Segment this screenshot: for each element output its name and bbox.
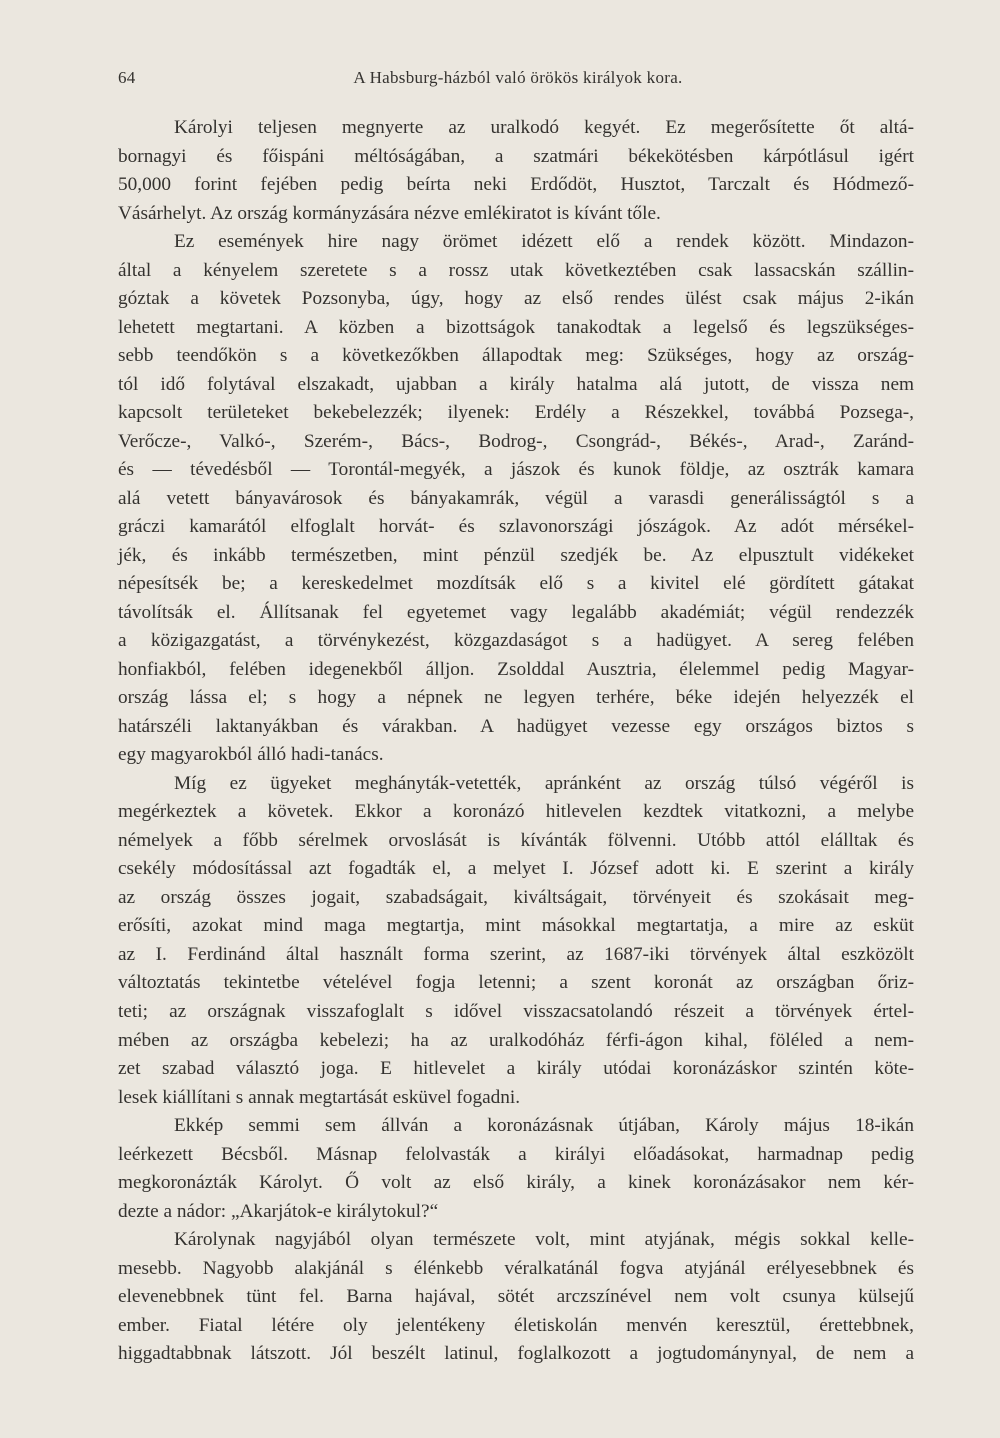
text-line: mében az országba kebelezi; ha az uralkodóház férfi-ágon kihal, föléled a nem- — [118, 1029, 914, 1051]
text-line: alá vetett bányavárosok és bányakamrák, végül a varasdi generálisságtól s a — [118, 487, 914, 509]
text-line: bornagyi és főispáni méltóságában, a szatmári békekötésben kárpótlásul igért — [118, 145, 914, 167]
text-line: zet szabad választó joga. E hitlevelet a király utódai koronázáskor szintén köte- — [118, 1058, 914, 1080]
text-line: dezte a nádor: „Akarjátok-e királytokul?“ — [118, 1200, 439, 1222]
text-line: mesebb. Nagyobb alakjánál s élénkebb véralkatánál fogva atyjánál erélyesebbnek és — [118, 1257, 914, 1279]
text-line: által a kényelem szeretete s a rossz utak következtében csak lassacskán szállin- — [118, 259, 914, 281]
text-line: teti; az országnak visszafoglalt s idővel visszacsatolandó részeit a törvények értel- — [118, 1000, 914, 1022]
text-line: határszéli laktanyákban és várakban. A hadügyet vezesse egy országos biztos s — [118, 715, 914, 737]
text-line: ember. Fiatal létére oly jelentékeny életiskolán menvén keresztül, érettebbnek, — [118, 1314, 914, 1336]
text-line: Míg ez ügyeket meghányták-vetették, apránként az ország túlsó végéről is — [174, 772, 914, 794]
text-line: leérkezett Bécsből. Másnap felolvasták a királyi előadásokat, harmadnap pedig — [118, 1143, 914, 1165]
text-line: jék, és inkább természetben, mint pénzül szedjék be. Az elpusztult vidékeket — [118, 544, 914, 566]
text-line: változtatás tekintetbe vételével fogja letenni; a szent koronát az országban őriz- — [118, 972, 914, 994]
text-line: az I. Ferdinánd által használt forma szerint, az 1687-iki törvények által eszközölt — [118, 943, 914, 965]
text-line: kapcsolt területeket bekebelezzék; ilyenek: Erdély a Részekkel, továbbá Pozsega-, — [118, 402, 914, 424]
text-line: Ez események hire nagy örömet idézett elő a rendek között. Mindazon- — [174, 231, 914, 253]
text-line: megérkeztek a követek. Ekkor a koronázó hitlevelen kezdtek vitatkozni, a melybe — [118, 801, 914, 823]
text-line: megkoronázták Károlyt. Ő volt az első király, a kinek koronázásakor nem kér- — [118, 1172, 914, 1194]
text-line: Károlyi teljesen megnyerte az uralkodó kegyét. Ez megerősítette őt altá- — [174, 117, 914, 138]
text-line: Vásárhelyt. Az ország kormányzására nézve emlékiratot is kívánt tőle. — [118, 202, 661, 224]
text-line: és — tévedésből — Torontál-megyék, a jászok és kunok földje, az osztrák kamara — [118, 459, 914, 481]
text-line: távolítsák el. Állítsanak fel egyetemet vagy legalább akadémiát; végül rendezzék — [118, 601, 914, 623]
text-line: lesek kiállítani s annak megtartását esküvel fogadni. — [118, 1086, 521, 1108]
text-line: némelyek a főbb sérelmek orvoslását is kívánták fölvenni. Utóbb attól elálltak és — [118, 829, 914, 851]
text-line: gráczi kamarától elfoglalt horvát- és szlavonországi jószágok. Az adót mérsékel- — [118, 516, 914, 538]
text-line: góztak a követek Pozsonyba, úgy, hogy az első rendes ülést csak május 2-ikán — [118, 288, 914, 310]
text-line: népesítsék be; a kereskedelmet mozdítsák elő s a kivitel elé gördített gátakat — [118, 573, 914, 595]
text-line: sebb teendőkön s a következőkben állapodtak meg: Szükséges, hogy az ország- — [118, 345, 914, 367]
text-line: a közigazgatást, a törvénykezést, közgazdaságot s a hadügyet. A sereg felében — [118, 630, 914, 652]
body-text — [118, 114, 914, 1369]
running-title: A Habsburg-házból való örökös királyok kora. — [353, 68, 683, 87]
text-line: 50,000 forint fejében pedig beírta neki Erdődöt, Husztot, Tarczalt és Hódmező- — [118, 174, 914, 196]
text-line: lehetett megtartani. A közben a bizottságok tanakodtak a legelső és legszükséges- — [118, 316, 914, 338]
text-line: tól idő folytával elszakadt, ujabban a király hatalma alá jutott, de vissza nem — [118, 373, 914, 395]
text-line: honfiakból, felében idegenekből álljon. Zsolddal Ausztria, élelemmel pedig Magyar- — [118, 658, 914, 680]
text-line: higgadtabbnak látszott. Jól beszélt latinul, foglalkozott a jogtudománynyal, de nem a — [118, 1343, 914, 1365]
text-line: egy magyarokból álló hadi-tanács. — [118, 744, 384, 766]
text-line: Ekkép semmi sem állván a koronázásnak útjában, Károly május 18-ikán — [174, 1115, 914, 1137]
text-line: erősíti, azokat mind maga megtartja, mint másokkal megtartatja, a mire az esküt — [118, 915, 914, 937]
text-line: az ország összes jogait, szabadságait, kiváltságait, törvényeit és szokásait meg- — [118, 886, 914, 908]
text-line: elevenebbnek tünt fel. Barna hajával, sötét arczszínével nem volt csunya külsejű — [118, 1286, 914, 1308]
text-line: ország lássa el; s hogy a népnek ne legyen terhére, béke idején helyezzék el — [118, 687, 914, 709]
page-number: 64 — [118, 68, 136, 87]
text-line: Verőcze-, Valkó-, Szerém-, Bács-, Bodrog-, Csongrád-, Békés-, Arad-, Zaránd- — [118, 430, 914, 452]
text-line: Károlynak nagyjából olyan természete volt, mint atyjának, mégis sokkal kelle- — [174, 1229, 914, 1251]
text-line: csekély módosítással azt fogadták el, a melyet I. József adott ki. E szerint a király — [118, 858, 914, 880]
